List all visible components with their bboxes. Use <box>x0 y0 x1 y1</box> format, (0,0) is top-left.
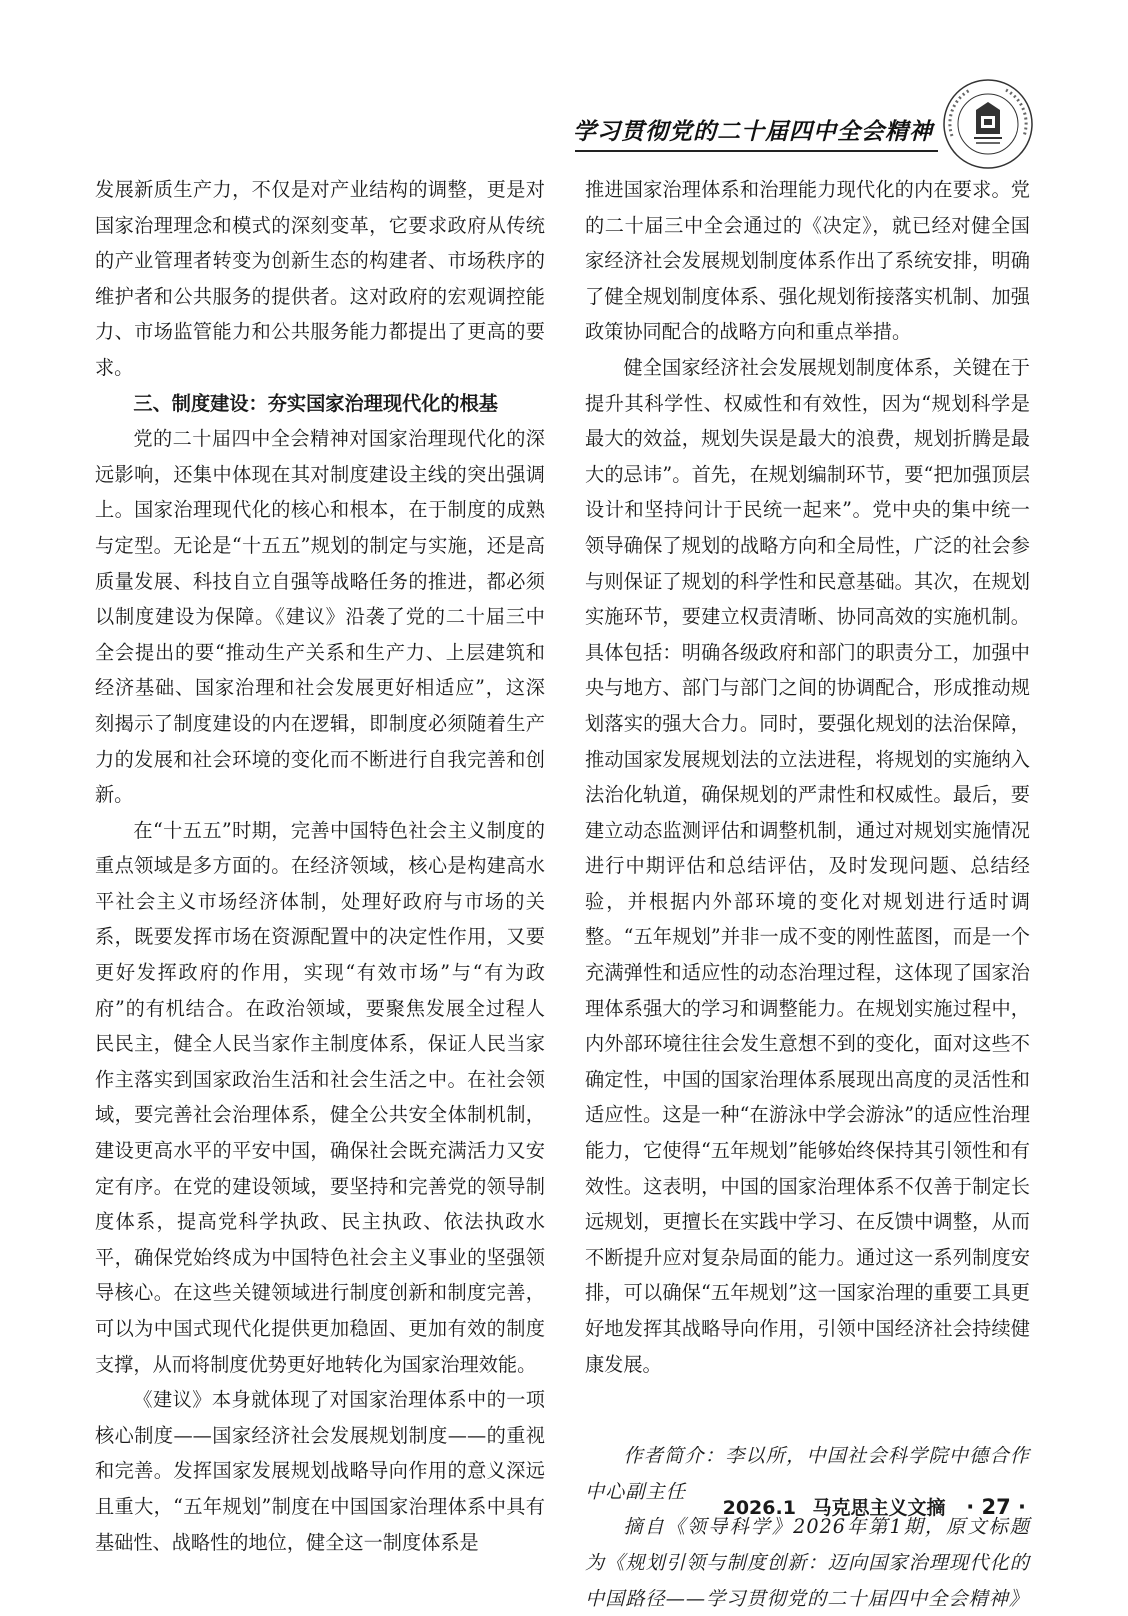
right-column <box>585 172 1030 1616</box>
library-seal-icon <box>940 76 1036 172</box>
section-heading: 三、制度建设：夯实国家治理现代化的根基 <box>133 391 498 415</box>
paragraph: 党的二十届四中全会精神对国家治理现代化的深远影响，还集中体现在其对制度建设主线的突出强调上。国家治理现代化的核心和根本，在于制度的成熟与定型。无论是“十五五”规划的制定与实施，还是高质量发展、科技自立自强等战略任务的推进，都必须以制度建设为保障。《建议》沿袭了党的二十届三中全会提出的要“推动生产关系和生产力、上层建筑和经济基础、国家治理和社会发展更好相适应”，这深刻揭示了制度建设的内在逻辑，即制度必须随着生产力的发展和社会环境的变化而不断进行自我完善和创新。 <box>95 427 545 807</box>
page-number: · 27 · <box>966 1495 1026 1519</box>
header-rule <box>575 150 938 152</box>
section-title: 学习贯彻党的二十届四中全会精神 <box>573 119 933 145</box>
issue-number: 2026.1 <box>722 1497 796 1519</box>
page-header <box>0 0 1128 175</box>
journal-name: 马克思主义文摘 <box>812 1497 946 1519</box>
page-footer <box>713 1493 1026 1520</box>
paragraph: 发展新质生产力，不仅是对产业结构的调整，更是对国家治理理念和模式的深刻变革，它要求政府从传统的产业管理者转变为创新生态的构建者、市场秩序的维护者和公共服务的提供者。这对政府的宏观调控能力、市场监管能力和公共服务能力都提出了更高的要求。 <box>95 178 545 379</box>
paragraph: 健全国家经济社会发展规划制度体系，关键在于提升其科学性、权威性和有效性，因为“规划科学是最大的效益，规划失误是最大的浪费，规划折腾是最大的忌讳”。首先，在规划编制环节，要“把加强顶层设计和坚持问计于民统一起来”。党中央的集中统一领导确保了规划的战略方向和全局性，广泛的社会参与则保证了规划的科学性和民意基础。其次，在规划实施环节，要建立权责清晰、协同高效的实施机制。具体包括：明确各级政府和部门的职责分工，加强中央与地方、部门与部门之间的协调配合，形成推动规划落实的强大合力。同时，要强化规划的法治保障，推动国家发展规划法的立法进程，将规划的实施纳入法治化轨道，确保规划的严肃性和权威性。最后，要建立动态监测评估和调整机制，通过对规划实施情况进行中期评估和总结评估，及时发现问题、总结经验，并根据内外部环境的变化对规划进行适时调整。“五年规划”并非一成不变的刚性蓝图，而是一个充满弹性和适应性的动态治理过程，这体现了国家治理体系强大的学习和调整能力。在规划实施过程中，内外部环境往往会发生意想不到的变化，面对这些不确定性，中国的国家治理体系展现出高度的灵活性和适应性。这是一种“在游泳中学会游泳”的适应性治理能力，它使得“五年规划”能够始终保持其引领性和有效性。这表明，中国的国家治理体系不仅善于制定长远规划，更擅长在实践中学习、在反馈中调整，从而不断提升应对复杂局面的能力。通过这一系列制度安排，可以确保“五年规划”这一国家治理的重要工具更好地发挥其战略导向作用，引领中国经济社会持续健康发展。 <box>585 355 1030 1376</box>
left-column <box>95 172 545 1560</box>
paragraph: 《建议》本身就体现了对国家治理体系中的一项核心制度——国家经济社会发展规划制度——的重视和完善。发挥国家发展规划战略导向作用的意义深远且重大，“五年规划”制度在中国国家治理体系中具有基础性、战略性的地位，健全这一制度体系是 <box>95 1388 545 1554</box>
author-note: 作者简介：李以所，中国社会科学院中德合作中心副主任 <box>585 1444 1030 1503</box>
paragraph: 推进国家治理体系和治理能力现代化的内在要求。党的二十届三中全会通过的《决定》，就已经对健全国家经济社会发展规划制度体系作出了系统安排，明确了健全规划制度体系、强化规划衔接落实机制、加强政策协同配合的战略方向和重点举措。 <box>585 178 1030 344</box>
source-note: 摘自《领导科学》2026年第1期，原文标题为《规划引领与制度创新：迈向国家治理现代化的中国路径——学习贯彻党的二十届四中全会精神》 <box>585 1515 1030 1610</box>
paragraph: 在“十五五”时期，完善中国特色社会主义制度的重点领域是多方面的。在经济领域，核心是构建高水平社会主义市场经济体制，处理好政府与市场的关系，既要发挥市场在资源配置中的决定性作用，又要更好发挥政府的作用，实现“有效市场”与“有为政府”的有机结合。在政治领域，要聚焦发展全过程人民民主，健全人民当家作主制度体系，保证人民当家作主落实到国家政治生活和社会生活之中。在社会领域，要完善社会治理体系，健全公共安全体制机制，建设更高水平的平安中国，确保社会既充满活力又安定有序。在党的建设领域，要坚持和完善党的领导制度体系，提高党科学执政、民主执政、依法执政水平，确保党始终成为中国特色社会主义事业的坚强领导核心。在这些关键领域进行制度创新和制度完善，可以为中国式现代化提供更加稳固、更加有效的制度支撑，从而将制度优势更好地转化为国家治理效能。 <box>95 818 545 1376</box>
